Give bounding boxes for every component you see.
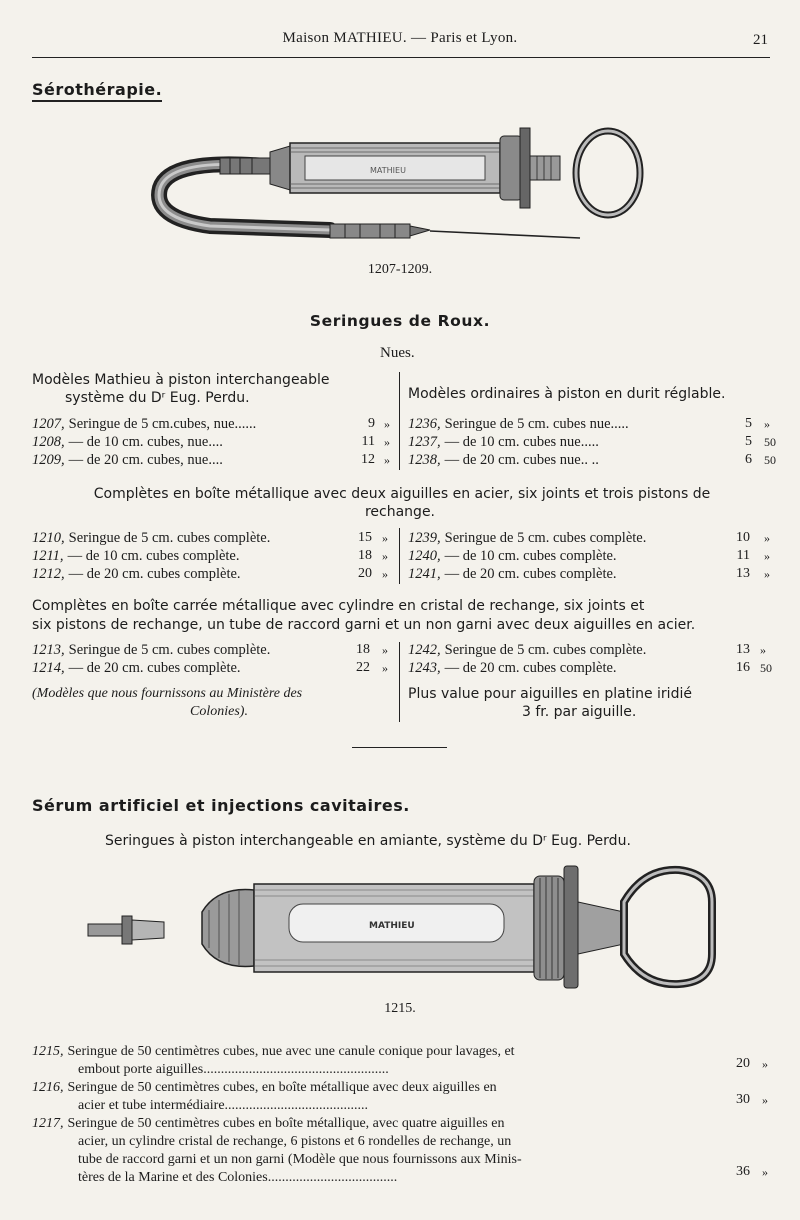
item-description: Seringue de 5 cm. cubes complète.	[68, 530, 271, 546]
item-number: 1217,	[32, 1116, 64, 1131]
item-price-unit: »	[382, 549, 388, 563]
item-description: — de 20 cm. cubes nue.. ..	[444, 452, 599, 468]
page-header: Maison MATHIEU. — Paris et Lyon.	[282, 30, 518, 46]
item-number: 1214,	[32, 660, 65, 676]
item-price-unit: »	[762, 1165, 768, 1179]
item-price: 18	[358, 548, 372, 563]
item-number: 1242,	[408, 642, 441, 658]
item-price: 5	[745, 416, 752, 431]
item-price-unit: »	[764, 549, 770, 563]
nozzle-fitting-illustration	[88, 916, 164, 944]
table-row	[408, 416, 629, 433]
item-description: — de 10 cm. cubes nue.....	[444, 434, 599, 450]
item-price: 10	[736, 530, 750, 545]
heading-completes-boite-2b: six pistons de rechange, un tube de raccord garni et un non garni avec deux aiguilles en acier.	[32, 617, 696, 633]
item-price-unit: »	[382, 567, 388, 581]
heading-completes-boite-2: Complètes en boîte carrée métallique avec cylindre en cristal de rechange, six joints et	[32, 598, 645, 614]
item-price-unit: »	[762, 1093, 768, 1107]
table-row	[408, 452, 599, 469]
item-number: 1208,	[32, 434, 65, 450]
heading-completes-boite-1b: rechange.	[364, 504, 436, 520]
item-description: — de 10 cm. cubes complète.	[67, 548, 240, 564]
page-number: 21	[753, 32, 768, 48]
label-nues: Nues.	[380, 345, 415, 361]
section-title-serum: Sérum artificiel et injections cavitaires.	[32, 796, 410, 815]
item-number: 1216,	[32, 1080, 64, 1095]
table-row	[408, 660, 617, 677]
item-description: Seringue de 5 cm. cubes complète.	[444, 530, 647, 546]
note-ministere-line1: (Modèles que nous fournissons au Ministère des	[32, 686, 303, 701]
figure-caption-1207: 1207-1209.	[367, 262, 433, 277]
item-price: 20	[358, 566, 372, 581]
item-price: 13	[736, 566, 750, 581]
item-price: 13	[736, 642, 750, 657]
item-description: — de 20 cm. cubes complète.	[68, 660, 241, 676]
item-description: — de 10 cm. cubes complète.	[444, 548, 617, 564]
item-number: 1215,	[32, 1044, 64, 1059]
item-description-line: Seringue de 50 centimètres cubes, nue avec une canule conique pour lavages, et	[67, 1044, 515, 1059]
heading-completes-boite-1: Complètes en boîte métallique avec deux aiguilles en acier, six joints et trois pistons de	[93, 486, 711, 502]
item-number: 1211,	[32, 548, 64, 564]
table-row	[408, 548, 617, 565]
item-description: — de 20 cm. cubes, nue....	[68, 452, 223, 468]
syringe-1215-brand: MATHIEU	[369, 921, 415, 931]
item-price-unit: »	[764, 567, 770, 581]
table-row	[32, 452, 223, 469]
item-number: 1212,	[32, 566, 65, 582]
item-price: 11	[736, 548, 750, 563]
item-price: 30	[736, 1092, 750, 1107]
item-price: 12	[361, 452, 375, 467]
item-price: 15	[358, 530, 372, 545]
item-price: 11	[361, 434, 375, 449]
table-row	[408, 530, 646, 547]
item-price-unit: »	[384, 417, 390, 431]
note-platine-line1: Plus value pour aiguilles en platine iridié	[408, 686, 692, 702]
subtitle-seringues-de-roux: Seringues de Roux.	[309, 312, 491, 330]
item-description-line: acier et tube intermédiaire.........................................	[78, 1098, 369, 1113]
item-number: 1213,	[32, 642, 65, 658]
item-description-line: tères de la Marine et des Colonies.....................................	[78, 1170, 398, 1185]
item-number: 1207,	[32, 416, 65, 432]
heading-mathieu-line2: système du Dʳ Eug. Perdu.	[65, 390, 250, 406]
item-price: 5	[745, 434, 752, 449]
section-separator	[352, 747, 447, 748]
heading-mathieu-line1: Modèles Mathieu à piston interchangeable	[32, 372, 330, 388]
item-description: Seringue de 5 cm.cubes, nue......	[68, 416, 257, 432]
list-item	[32, 1116, 504, 1132]
item-description: — de 10 cm. cubes, nue....	[68, 434, 223, 450]
item-number: 1238,	[408, 452, 441, 468]
table-row	[32, 530, 270, 547]
item-number: 1236,	[408, 416, 441, 432]
heading-ordinaires: Modèles ordinaires à piston en durit réglable.	[408, 386, 726, 402]
syringe-roux-brand: MATHIEU	[370, 166, 406, 175]
item-description: — de 20 cm. cubes complète.	[444, 660, 617, 676]
table-row	[32, 548, 240, 565]
item-number: 1243,	[408, 660, 441, 676]
section-title-serotherapie: Sérothérapie.	[32, 80, 162, 102]
item-description-line: Seringue de 50 centimètres cubes, en boîte métallique avec deux aiguilles en	[67, 1080, 497, 1095]
item-description: — de 20 cm. cubes complète.	[68, 566, 241, 582]
list-item	[32, 1044, 515, 1060]
item-number: 1210,	[32, 530, 65, 546]
item-price: 9	[368, 416, 375, 431]
item-price: 22	[356, 660, 370, 675]
list-item	[32, 1080, 497, 1096]
figure-caption-1215: 1215.	[384, 1001, 416, 1016]
note-platine-line2: 3 fr. par aiguille.	[522, 704, 637, 720]
item-price-unit: 50	[760, 661, 772, 675]
item-price: 16	[736, 660, 750, 675]
item-description-line: tube de raccord garni et un non garni (Modèle que nous fournissons aux Minis-	[78, 1152, 522, 1167]
table-row	[32, 566, 241, 583]
item-price: 20	[736, 1056, 750, 1071]
table-row	[32, 434, 223, 451]
item-number: 1209,	[32, 452, 65, 468]
item-price-unit: »	[382, 531, 388, 545]
subtitle-seringues-amiante: Seringues à piston interchangeable en amiante, système du Dʳ Eug. Perdu.	[105, 833, 631, 849]
item-description: Seringue de 5 cm. cubes complète.	[68, 642, 271, 658]
item-description-line: embout porte aiguilles.....................................................	[78, 1062, 389, 1077]
item-description: — de 20 cm. cubes complète.	[444, 566, 617, 582]
item-number: 1241,	[408, 566, 441, 582]
item-price-unit: »	[384, 435, 390, 449]
item-price-unit: »	[384, 453, 390, 467]
table-row	[408, 642, 646, 659]
item-number: 1239,	[408, 530, 441, 546]
syringe-roux-illustration	[140, 118, 660, 258]
item-price-unit: »	[764, 531, 770, 545]
note-ministere-line2: Colonies).	[190, 704, 248, 719]
item-price-unit: »	[760, 643, 766, 657]
table-row	[32, 642, 270, 659]
item-price-unit: »	[382, 643, 388, 657]
item-description: Seringue de 5 cm. cubes complète.	[444, 642, 647, 658]
table-row	[408, 434, 599, 451]
table-row	[32, 660, 241, 677]
item-price: 36	[736, 1164, 750, 1179]
item-price-unit: 50	[764, 435, 776, 449]
item-price-unit: »	[382, 661, 388, 675]
item-number: 1237,	[408, 434, 441, 450]
item-price: 6	[745, 452, 752, 467]
item-price-unit: »	[762, 1057, 768, 1071]
item-price-unit: »	[764, 417, 770, 431]
item-price-unit: 50	[764, 453, 776, 467]
table-row	[32, 416, 256, 433]
header-rule	[32, 57, 770, 58]
table-row	[408, 566, 617, 583]
item-description-line: acier, un cylindre cristal de rechange, 6 pistons et 6 rondelles de rechange, un	[78, 1134, 512, 1149]
item-number: 1240,	[408, 548, 441, 564]
syringe-1215-illustration	[84, 862, 724, 992]
item-description-line: Seringue de 50 centimètres cubes en boîte métallique, avec quatre aiguilles en	[67, 1116, 505, 1131]
item-price: 18	[356, 642, 370, 657]
item-description: Seringue de 5 cm. cubes nue.....	[444, 416, 629, 432]
